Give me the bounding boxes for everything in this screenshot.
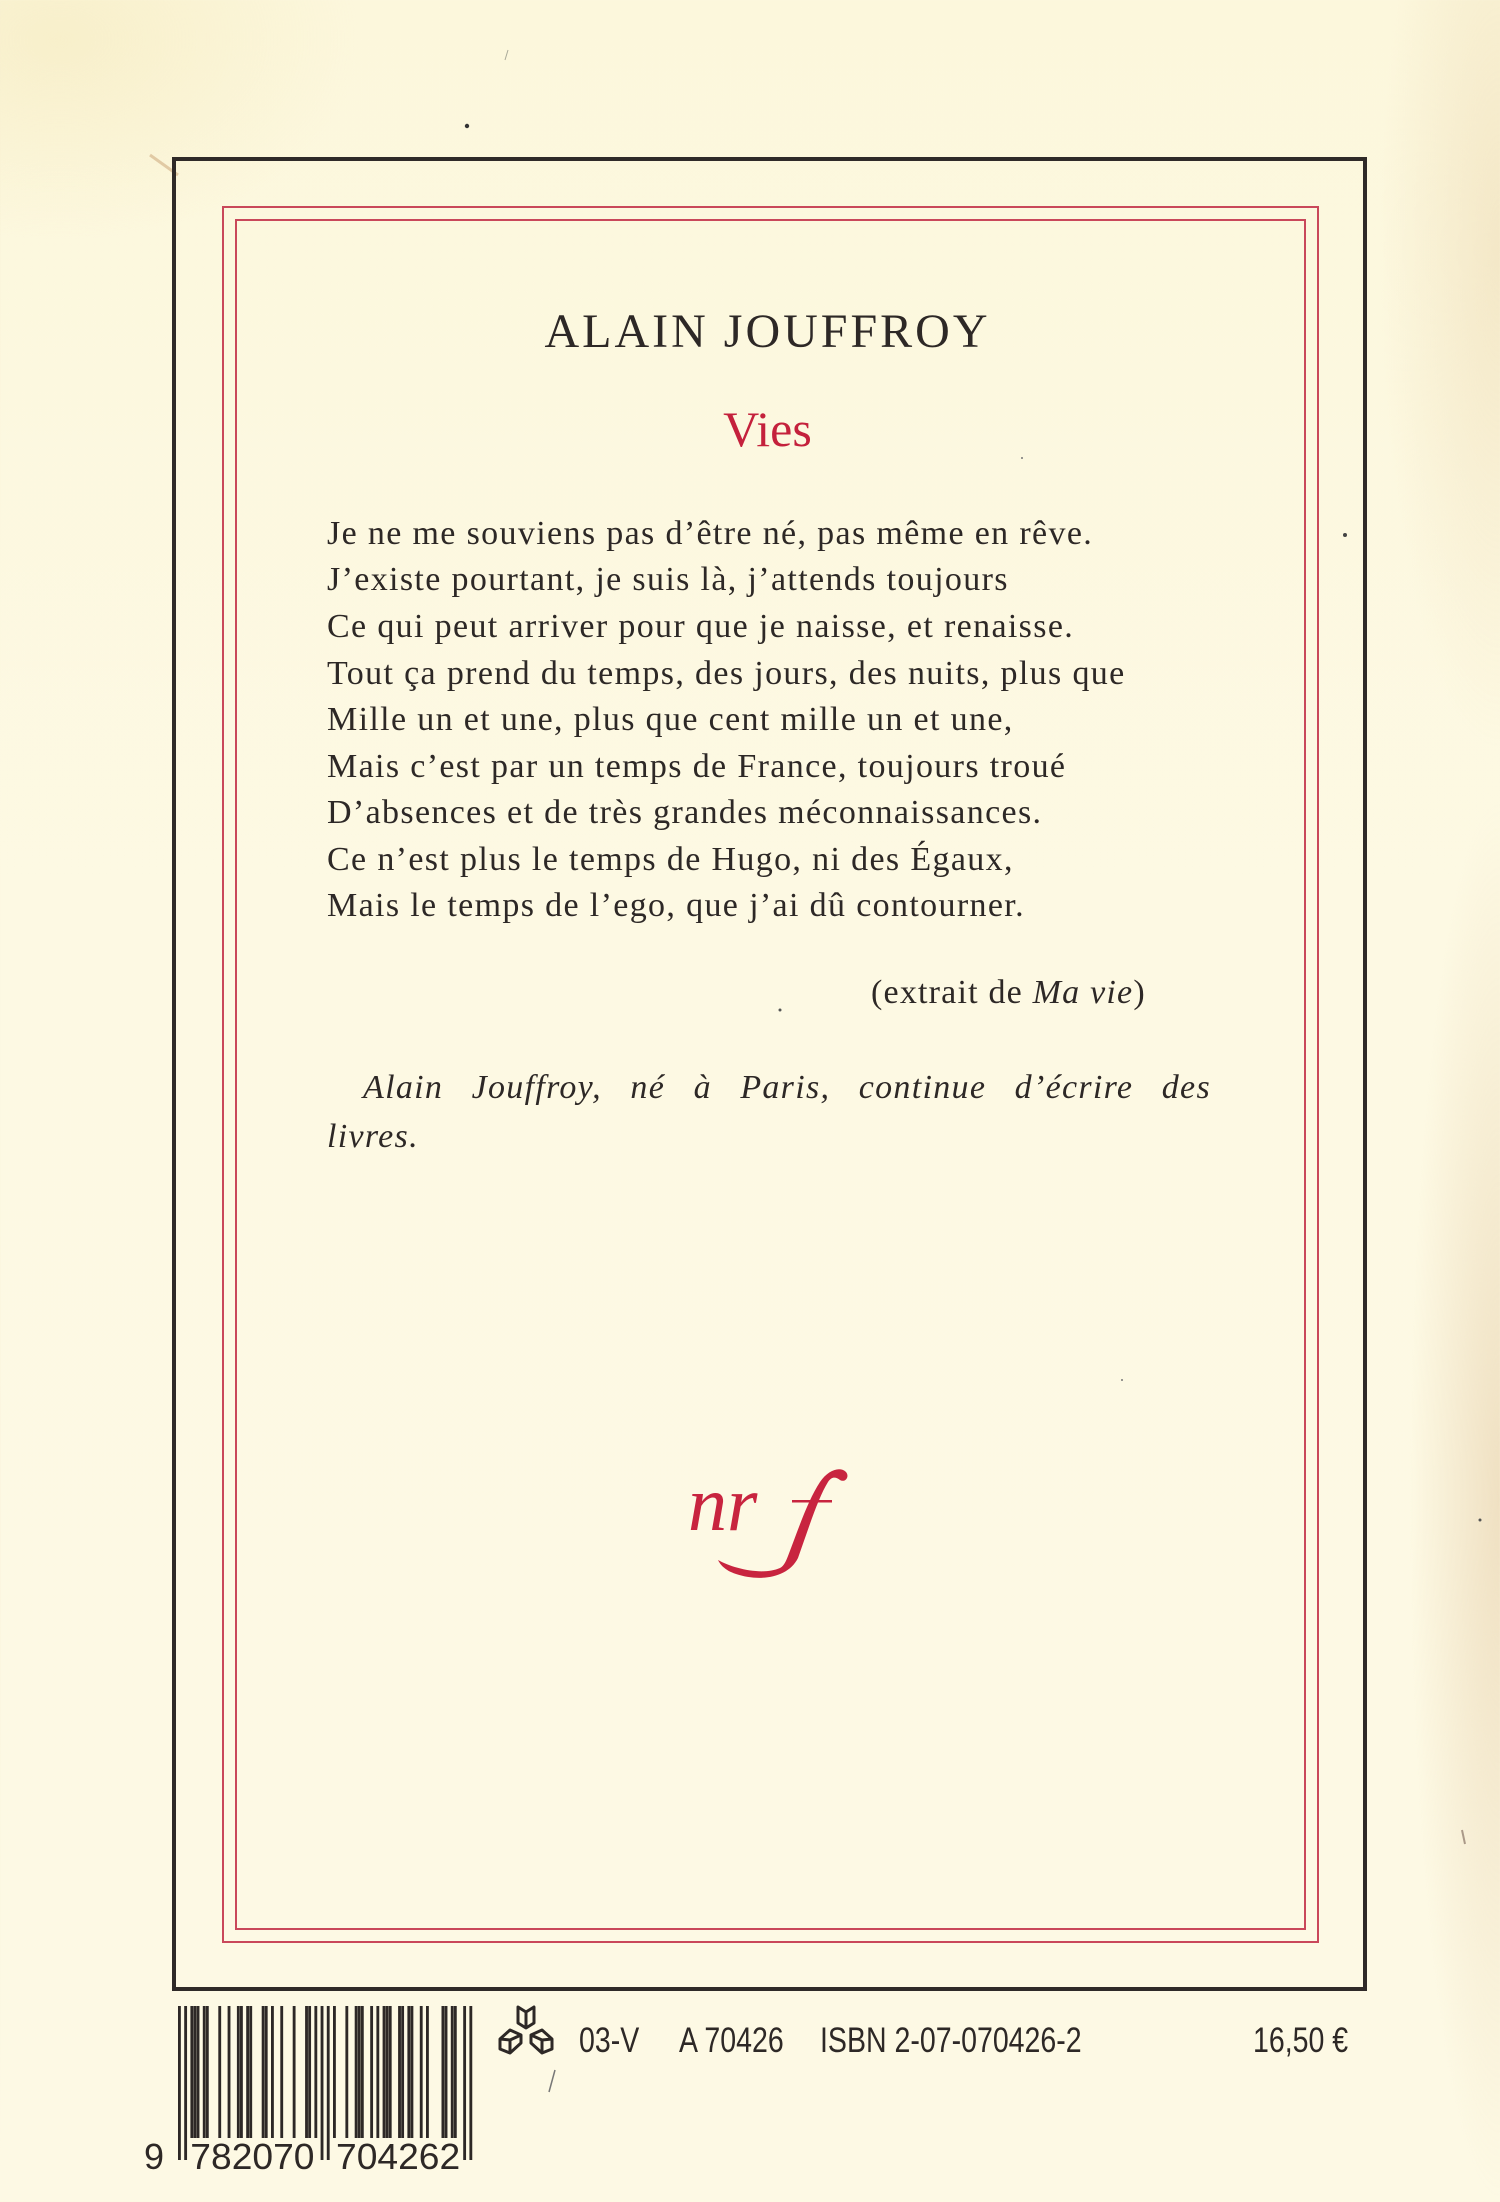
excerpt-source-suffix: ) xyxy=(1133,974,1146,1011)
bio-word: né xyxy=(630,1069,666,1106)
gallimard-books-icon xyxy=(496,2003,556,2059)
edition-code: 03-V xyxy=(579,2021,640,2060)
poem-line: Ce qui peut arriver pour que je naisse, et renaisse. xyxy=(327,608,1075,645)
barcode xyxy=(140,2004,480,2176)
poem-line: Tout ça prend du temps, des jours, des nuits, plus que xyxy=(327,655,1126,692)
poem-line: D’absences et de très grandes méconnaissances. xyxy=(327,794,1043,831)
poem-line: J’existe pourtant, je suis là, j’attends toujours xyxy=(327,561,1009,598)
poem-line: Mille un et une, plus que cent mille un et une, xyxy=(327,701,1014,738)
poem-line: Je ne me souviens pas d’être né, pas même en rêve. xyxy=(327,515,1094,552)
book-title: Vies xyxy=(723,401,812,457)
bio-word: continue xyxy=(858,1069,987,1106)
bio-word: à xyxy=(693,1069,712,1106)
bio-word: Jouffroy, xyxy=(471,1069,602,1106)
article-number: A 70426 xyxy=(679,2021,784,2060)
bio-word: Alain xyxy=(363,1069,444,1106)
poem-line: Ce n’est plus le temps de Hugo, ni des Égaux, xyxy=(327,841,1014,878)
price: 16,50 € xyxy=(1253,2021,1349,2060)
svg-text:9: 9 xyxy=(144,2136,165,2176)
isbn: ISBN 2-07-070426-2 xyxy=(820,2021,1082,2060)
svg-text:782070: 782070 xyxy=(190,2136,315,2176)
svg-text:704262: 704262 xyxy=(336,2136,461,2176)
nrf-logo-icon xyxy=(680,1460,860,1580)
bio-word: d’écrire xyxy=(1014,1069,1134,1106)
author-bio-line-2: livres. xyxy=(327,1118,419,1155)
nrf-logo-text: nr xyxy=(688,1460,758,1547)
excerpt-source xyxy=(871,973,1146,1013)
bio-word: des xyxy=(1161,1069,1211,1106)
poem-line: Mais le temps de l’ego, que j’ai dû contourner. xyxy=(327,887,1025,924)
author-name: ALAIN JOUFFROY xyxy=(544,305,991,358)
bio-word: Paris, xyxy=(740,1069,831,1106)
poem-line: Mais c’est par un temps de France, toujours troué xyxy=(327,748,1067,785)
excerpt-source-prefix: (extrait de xyxy=(871,974,1033,1011)
author-bio-line-1 xyxy=(363,1068,1211,1108)
excerpt-source-work: Ma vie xyxy=(1032,974,1134,1011)
